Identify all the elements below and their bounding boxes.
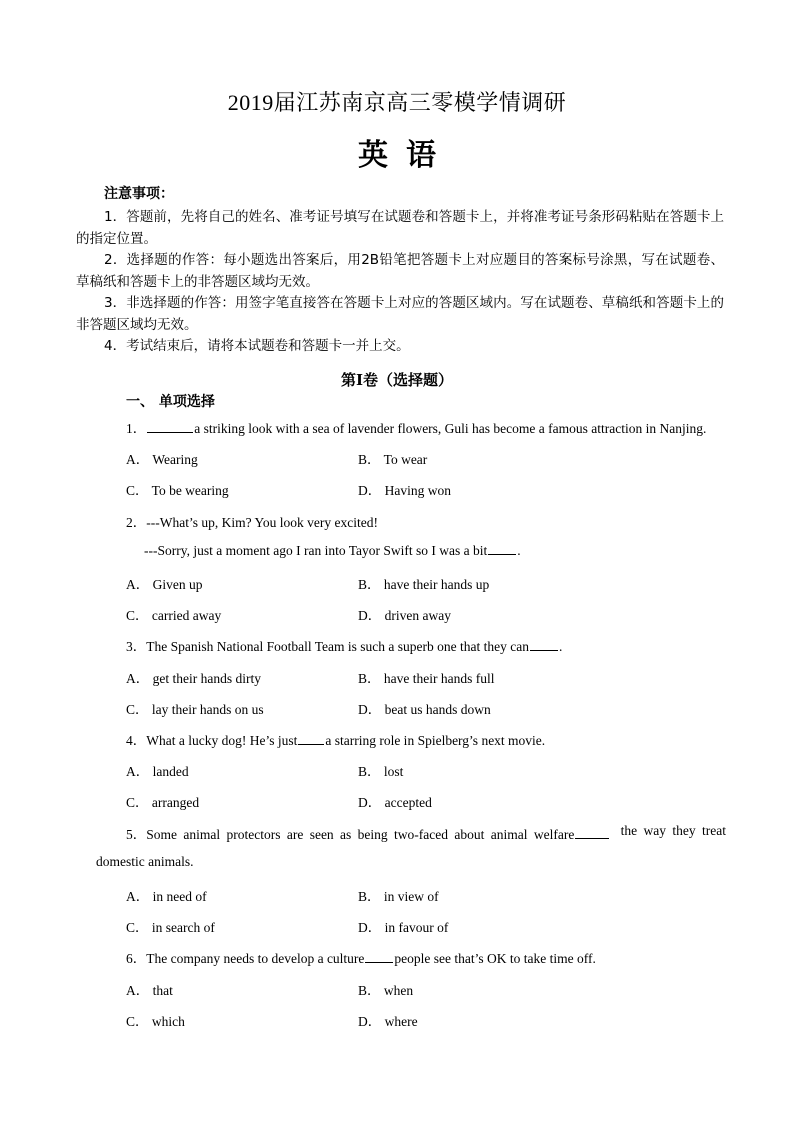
section-title: 一、 单项选择 <box>126 394 215 410</box>
question-number: 4． <box>126 733 147 748</box>
option-c: C． arranged <box>126 795 200 810</box>
option-c: C． in search of <box>126 920 215 935</box>
option-b: B． when <box>358 983 414 998</box>
option-a: A． in need of <box>126 889 207 904</box>
answer-blank <box>365 950 393 963</box>
option-b: B． have their hands full <box>358 671 495 686</box>
option-c: C． lay their hands on us <box>126 702 264 717</box>
question-text: people see that’s OK to take time off. <box>394 951 596 966</box>
question-dialogue-line <box>144 542 521 559</box>
notice-heading: 注意事项： <box>104 186 174 202</box>
question-number: 5． <box>126 827 147 842</box>
question-text: The company needs to develop a culture <box>146 951 365 966</box>
question-text: ---Sorry, just a moment ago I ran into Tayor Swift so I was a bit <box>144 543 488 558</box>
question-number: 1． <box>126 421 147 436</box>
answer-blank <box>488 542 516 555</box>
option-a: A． Wearing <box>126 452 198 467</box>
question-text: . <box>558 639 563 654</box>
option-d: D． Having won <box>358 483 451 498</box>
option-a: A． Given up <box>126 577 203 592</box>
question-text: . <box>517 543 521 558</box>
notice-list <box>76 207 724 358</box>
option-b: B． To wear <box>358 452 428 467</box>
question-number: 2． <box>126 515 147 530</box>
answer-blank <box>575 826 609 839</box>
option-d: D． beat us hands down <box>358 702 491 717</box>
question-number-text <box>126 823 610 843</box>
option-b: B． have their hands up <box>358 577 490 592</box>
question-number: 6． <box>126 951 147 966</box>
question-text: a striking look with a sea of lavender flowers, Guli has become a famous attraction in Nanjing. <box>194 421 707 436</box>
question-text: domestic animals. <box>96 854 194 869</box>
option-a: A． get their hands dirty <box>126 671 261 686</box>
part-title: 第Ⅰ卷（选择题） <box>340 371 454 389</box>
answer-blank <box>147 420 193 433</box>
notice-item: 1．答题前，先将自己的姓名、准考证号填写在试题卷和答题卡上，并将准考证号条形码粘贴在答题卡上的指定位置。 <box>76 209 724 247</box>
question-text: a starring role in Spielberg’s next movie. <box>325 733 546 748</box>
question-stem <box>126 417 706 437</box>
option-a: A． that <box>126 983 173 998</box>
option-c: C． which <box>126 1014 185 1029</box>
option-c: C． To be wearing <box>126 483 229 498</box>
question-stem <box>126 729 545 749</box>
option-b: B． in view of <box>358 889 439 904</box>
question-text: Some animal protectors are seen as being two-faced about animal welfare <box>146 827 575 842</box>
option-c: C． carried away <box>126 608 222 623</box>
question-stem <box>126 947 596 967</box>
answer-blank <box>530 638 558 651</box>
notice-item: 2．选择题的作答：每小题选出答案后，用2B铅笔把答题卡上对应题目的答案标号涂黑，写在试题卷、草稿纸和答题卡上的非答题区域均无效。 <box>76 252 724 290</box>
question-stem <box>126 635 562 655</box>
option-d: D． driven away <box>358 608 451 623</box>
question-text: the way they treat <box>620 823 726 838</box>
option-d: D． accepted <box>358 795 432 810</box>
subject-title: 英语 <box>358 139 454 172</box>
question-text: ---What’s up, Kim? You look very excited! <box>146 515 378 530</box>
question-number: 3． <box>126 639 147 654</box>
notice-item: 4．考试结束后，请将本试题卷和答题卡一并上交。 <box>104 338 410 354</box>
option-d: D． in favour of <box>358 920 449 935</box>
answer-blank <box>298 732 324 745</box>
notice-item: 3．非选择题的作答：用签字笔直接答在答题卡上对应的答题区域内。写在试题卷、草稿纸和答题卡上的非答题区域均无效。 <box>76 295 724 333</box>
option-b: B． lost <box>358 764 404 779</box>
option-a: A． landed <box>126 764 189 779</box>
question-text: The Spanish National Football Team is such a superb one that they can <box>146 639 529 654</box>
question-stem <box>126 823 726 843</box>
option-d: D． where <box>358 1014 418 1029</box>
exam-title: 2019届江苏南京高三零模学情调研 <box>227 90 567 115</box>
question-stem <box>126 511 378 531</box>
question-text: What a lucky dog! He’s just <box>146 733 298 748</box>
